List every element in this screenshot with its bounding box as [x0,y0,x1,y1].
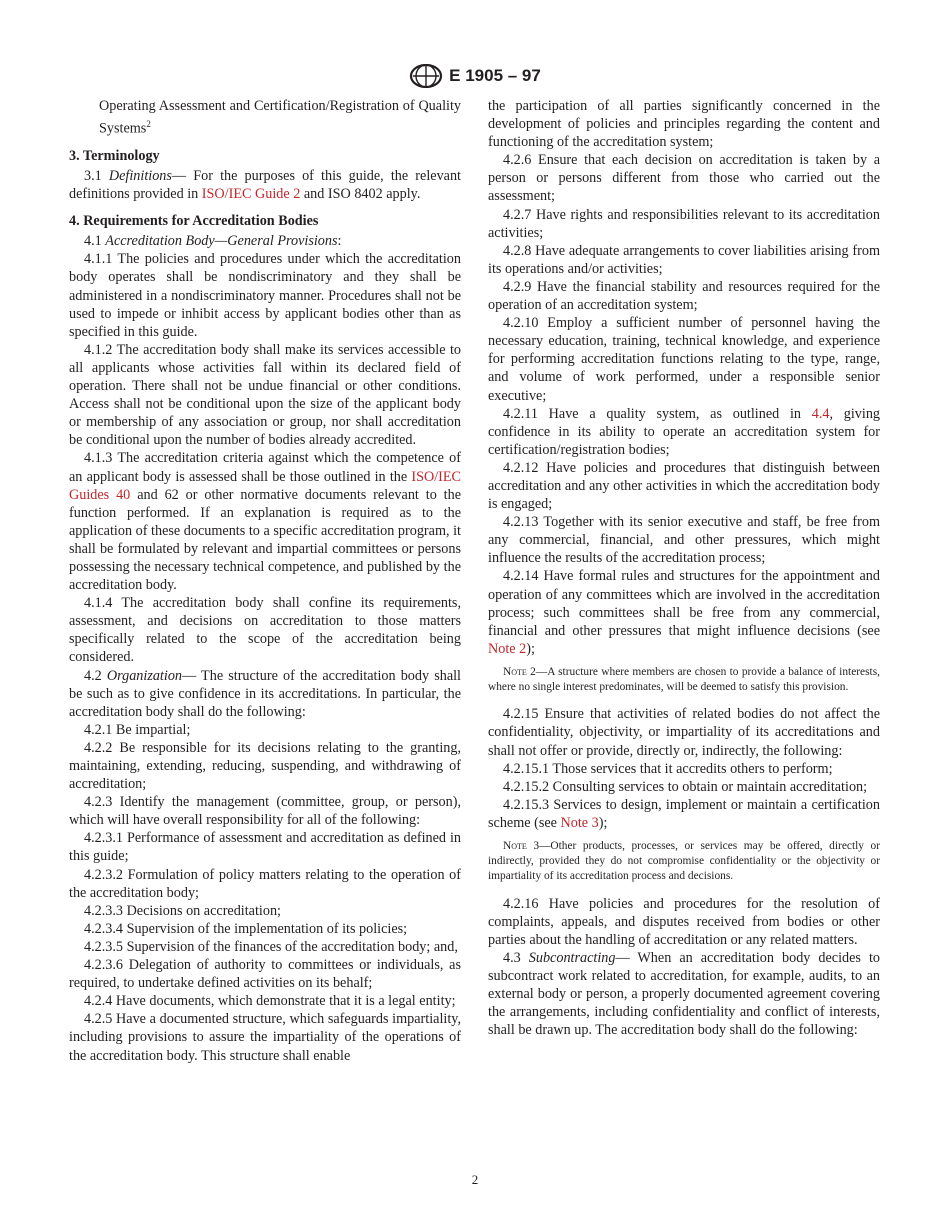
paragraph-4-2-15-3: 4.2.15.3 Services to design, implement or maintain a certification scheme (see Note 3); [488,796,880,831]
paragraph-4-2-3-6: 4.2.3.6 Delegation of authority to committees or individuals, as required, to undertake defined activities on its behalf; [69,957,461,992]
paragraph-4-2-9: 4.2.9 Have the financial stability and resources required for the operation of an accreditation system; [488,278,880,314]
paragraph-4-2-3-3: 4.2.3.3 Decisions on accreditation; [84,902,281,919]
paragraph-4-2-4: 4.2.4 Have documents, which demonstrate that it is a legal entity; [84,993,456,1010]
note-3-link[interactable]: Note 3 [560,814,599,831]
paragraph-4-1-2: 4.1.2 The accreditation body shall make its services accessible to all applicants whose activities fall within its declared field of operation. There shall not be undue financial or other conditions. Access shall not be conditional upon the size of the applicant body or membership of any association or group, nor shall accreditation be conditional upon the number of bodies already accredited. [69,341,461,449]
note-3: Note 3—Other products, processes, or services may be offered, directly or indirectly, provided they do not compromise confidentiality or the objectivity or impartiality of its accreditation process and decisions. [488,839,880,883]
section-4-4-link[interactable]: 4.4 [811,405,830,422]
paragraph-3-1: 3.1 Definitions— For the purposes of this guide, the relevant definitions provided in ISO/IEC Guide 2 and ISO 8402 apply. [69,168,461,203]
paragraph-4-2-11: 4.2.11 Have a quality system, as outlined in 4.4, giving confidence in its ability to operate an accreditation system for certification/registration bodies; [488,405,881,458]
paragraph-4-3: 4.3 Subcontracting— When an accreditation body decides to subcontract work related to accreditation, for example, audits, to an external body or person, a properly documented agreement covering the arrangements, including confidentiality and conflict of interests, shall be drawn up. The accreditation body shall do the following: [488,949,880,1039]
paragraph-4-2-6: 4.2.6 Ensure that each decision on accreditation is taken by a person or persons different from those who carried out the assessment; [488,152,880,205]
paragraph-4-2-13: 4.2.13 Together with its senior executive and staff, be free from any commercial, financial, and other pressures, which might influence the results of the accreditation process; [488,514,880,567]
paragraph-4-2-8: 4.2.8 Have adequate arrangements to cover liabilities arising from its operations and/or activities; [488,242,880,277]
paragraph-4-2-1: 4.2.1 Be impartial; [84,721,191,738]
right-column [488,97,880,1039]
paragraph-4-1-3: 4.1.3 The accreditation criteria against which the competence of an applicant body is assessed shall be those outlined in the ISO/IEC Guides 40 and 62 or other normative documents relevant to the function performed. If an explanation is required as to the application of these documents to a specific accreditation program, it shall be formulated by relevant and impartial committees or persons possessing the necessary technical competence, and published by the accreditation body. [69,450,462,594]
paragraph-4-2-5: 4.2.5 Have a documented structure, which safeguards impartiality, including provisions to assure the impartiality of the operations of the accreditation body. This structure shall enable [69,1011,461,1064]
paragraph-4-2-3-1: 4.2.3.1 Performance of assessment and accreditation as defined in this guide; [69,830,461,865]
paragraph-4-2-3: 4.2.3 Identify the management (committee, group, or person), which will have overall responsibility for all of the following: [69,794,461,829]
paragraph-4-2-15: 4.2.15 Ensure that activities of related bodies do not affect the confidentiality, objectivity, or impartiality of its accreditations and shall not offer or provide, directly or, indirectly, the following: [488,706,880,759]
section-heading-terminology: 3. Terminology [69,147,160,164]
paragraph-4-2-5-continuation: the participation of all parties significantly concerned in the development of policies and principles regarding the content and functioning of the accreditation system; [488,98,880,151]
iso-iec-guides-40-link[interactable]: ISO/IEC Guides 40 [69,468,462,503]
paragraph-4-2-14: 4.2.14 Have formal rules and structures for the appointment and operation of any committees which are involved in the accreditation process; such committees shall be free from any commercial, financial and other pressures that might influence decisions (see Note 2); [488,568,880,657]
page-number: 2 [471,1172,479,1187]
paragraph-4-1: 4.1 Accreditation Body—General Provisions: [84,233,342,250]
paragraph-4-2-3-2: 4.2.3.2 Formulation of policy matters relating to the operation of the accreditation body; [69,866,461,901]
paragraph-4-2-3-4: 4.2.3.4 Supervision of the implementation of its policies; [84,920,408,937]
paragraph-4-2-3-5: 4.2.3.5 Supervision of the finances of the accreditation body; and, [84,938,458,955]
paragraph-4-2-16: 4.2.16 Have policies and procedures for the resolution of complaints, appeals, and disputes received from bodies or other parties about the handling of accreditation or any related matters. [488,895,880,948]
paragraph-4-1-4: 4.1.4 The accreditation body shall confine its requirements, assessment, and decisions on accreditation to those matters specifically related to the scope of the accreditation being considered. [69,595,461,666]
page-header [0,62,950,90]
document-designation: E 1905 – 97 [449,66,541,85]
paragraph-4-2-15-2: 4.2.15.2 Consulting services to obtain or maintain accreditation; [503,778,868,795]
note-2-link[interactable]: Note 2 [488,640,527,657]
paragraph-4-2-7: 4.2.7 Have rights and responsibilities relevant to its accreditation activities; [488,206,880,241]
paragraph-4-2: 4.2 Organization— The structure of the accreditation body shall be such as to give confidence in its accreditations. In particular, the accreditation body shall do the following: [69,667,461,720]
paragraph-4-2-12: 4.2.12 Have policies and procedures that distinguish between accreditation and any other activities in which the accreditation body is engaged; [488,459,880,513]
paragraph-4-2-15-1: 4.2.15.1 Those services that it accredits others to perform; [503,760,833,777]
paragraph-4-1-1: 4.1.1 The policies and procedures under which the accreditation body operates shall be nondiscriminatory and they shall be administered in a nondiscriminatory manner. Procedures shall not be used to impede or inhibit access by applicant bodies other than as specified in this guide. [69,251,461,340]
section-heading-requirements: 4. Requirements for Accreditation Bodies [69,213,319,230]
reference-continuation: Operating Assessment and Certification/Registration of Quality Systems$^2$ [99,98,461,137]
paragraph-4-2-2: 4.2.2 Be responsible for its decisions relating to the granting, maintaining, extending, reducing, suspending, and withdrawing of accreditation; [69,739,461,793]
astm-logo-icon [409,64,443,88]
iso-iec-guide-2-link[interactable]: ISO/IEC Guide 2 [201,186,301,203]
left-column [69,97,461,1065]
paragraph-4-2-10: 4.2.10 Employ a sufficient number of personnel having the necessary education, training, technical knowledge, and experience for performing accreditation functions relating to the type, range, and volume of work performed, under a responsible senior executive; [488,315,880,404]
note-2: Note 2—A structure where members are chosen to provide a balance of interests, where no single interest predominates, will be deemed to satisfy this provision. [488,665,880,694]
